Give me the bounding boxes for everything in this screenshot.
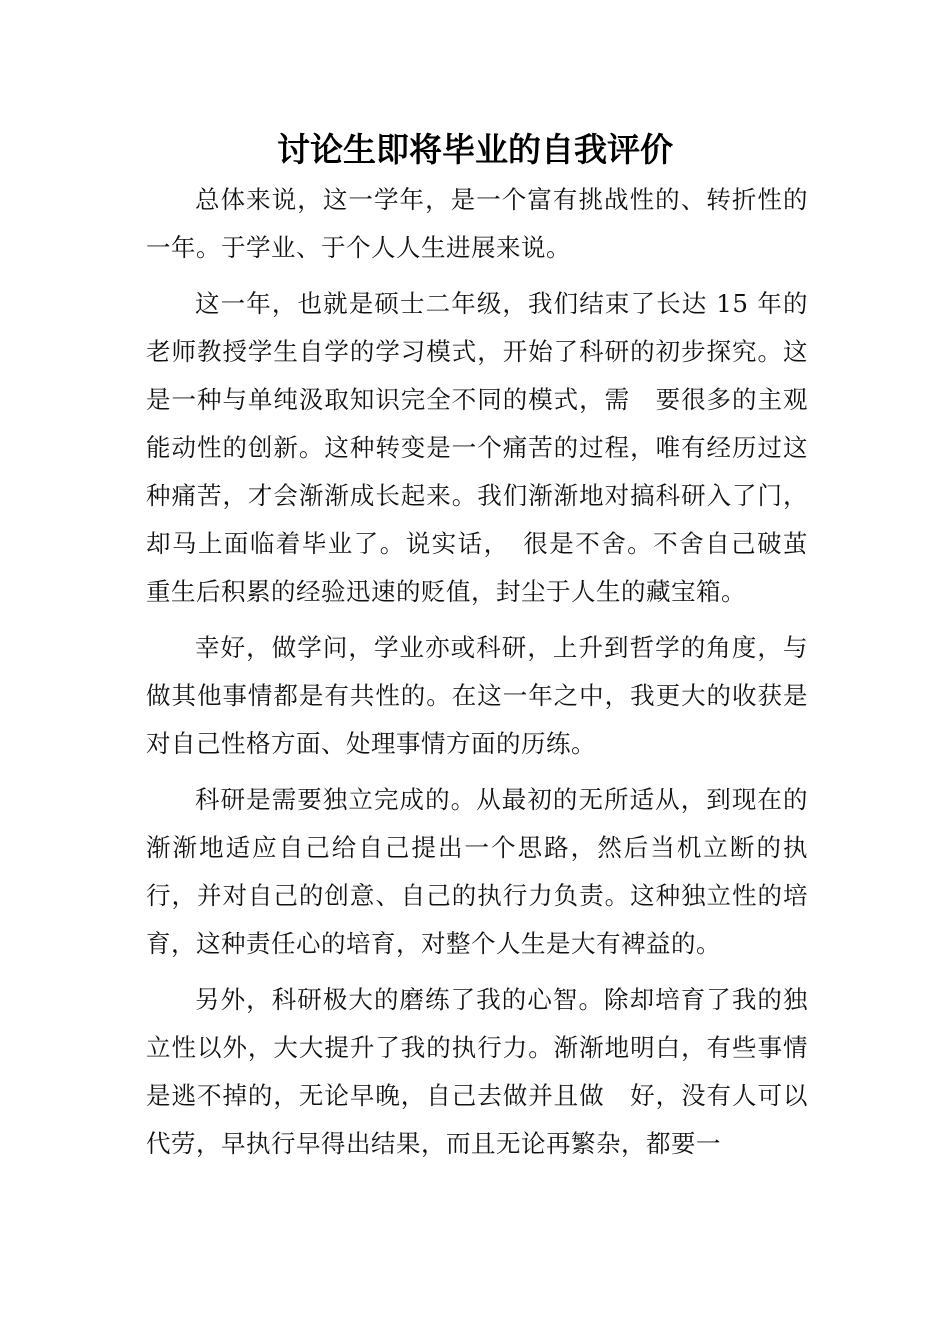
paragraph-2: 这一年，也就是硕士二年级，我们结束了长达 15 年的老师教授学生自学的学习模式，开始了科研的初步探究。这是一种与单纯汲取知识完全不同的模式，需 要很多的主观能动性的创新。这种转变是一个痛苦的过程，唯有经历过这种痛苦，才会渐渐成长起来。我们渐渐地对搞科研入了门，却马上面临着毕业了。说实话， 很是不舍。不舍自己破茧重生后积累的经验迅速的贬值，封尘于人生的藏宝箱。	[146, 289, 808, 606]
paragraph-5: 另外，科研极大的磨练了我的心智。除却培育了我的独立性以外，大大提升了我的执行力。渐渐地明白，有些事情是逃不掉的，无论早晚，自己去做并且做 好，没有人可以代劳，早执行早得出结果，而且无论再繁杂，都要一	[146, 985, 808, 1158]
document-body	[146, 176, 808, 1176]
document-title: 讨论生即将毕业的自我评价	[277, 130, 673, 169]
paragraph-3: 幸好，做学问，学业亦或科研，上升到哲学的角度，与做其他事情都是有共性的。在这一年之中，我更大的收获是对自己性格方面、处理事情方面的历练。	[146, 633, 808, 758]
paragraph-4: 科研是需要独立完成的。从最初的无所适从，到现在的渐渐地适应自己给自己提出一个思路，然后当机立断的执行，并对自己的创意、自己的执行力负责。这种独立性的培育，这种责任心的培育，对整个人生是大有裨益的。	[146, 785, 808, 958]
paragraph-1: 总体来说，这一学年，是一个富有挑战性的、转折性的一年。于学业、于个人人生进展来说。	[146, 185, 808, 262]
